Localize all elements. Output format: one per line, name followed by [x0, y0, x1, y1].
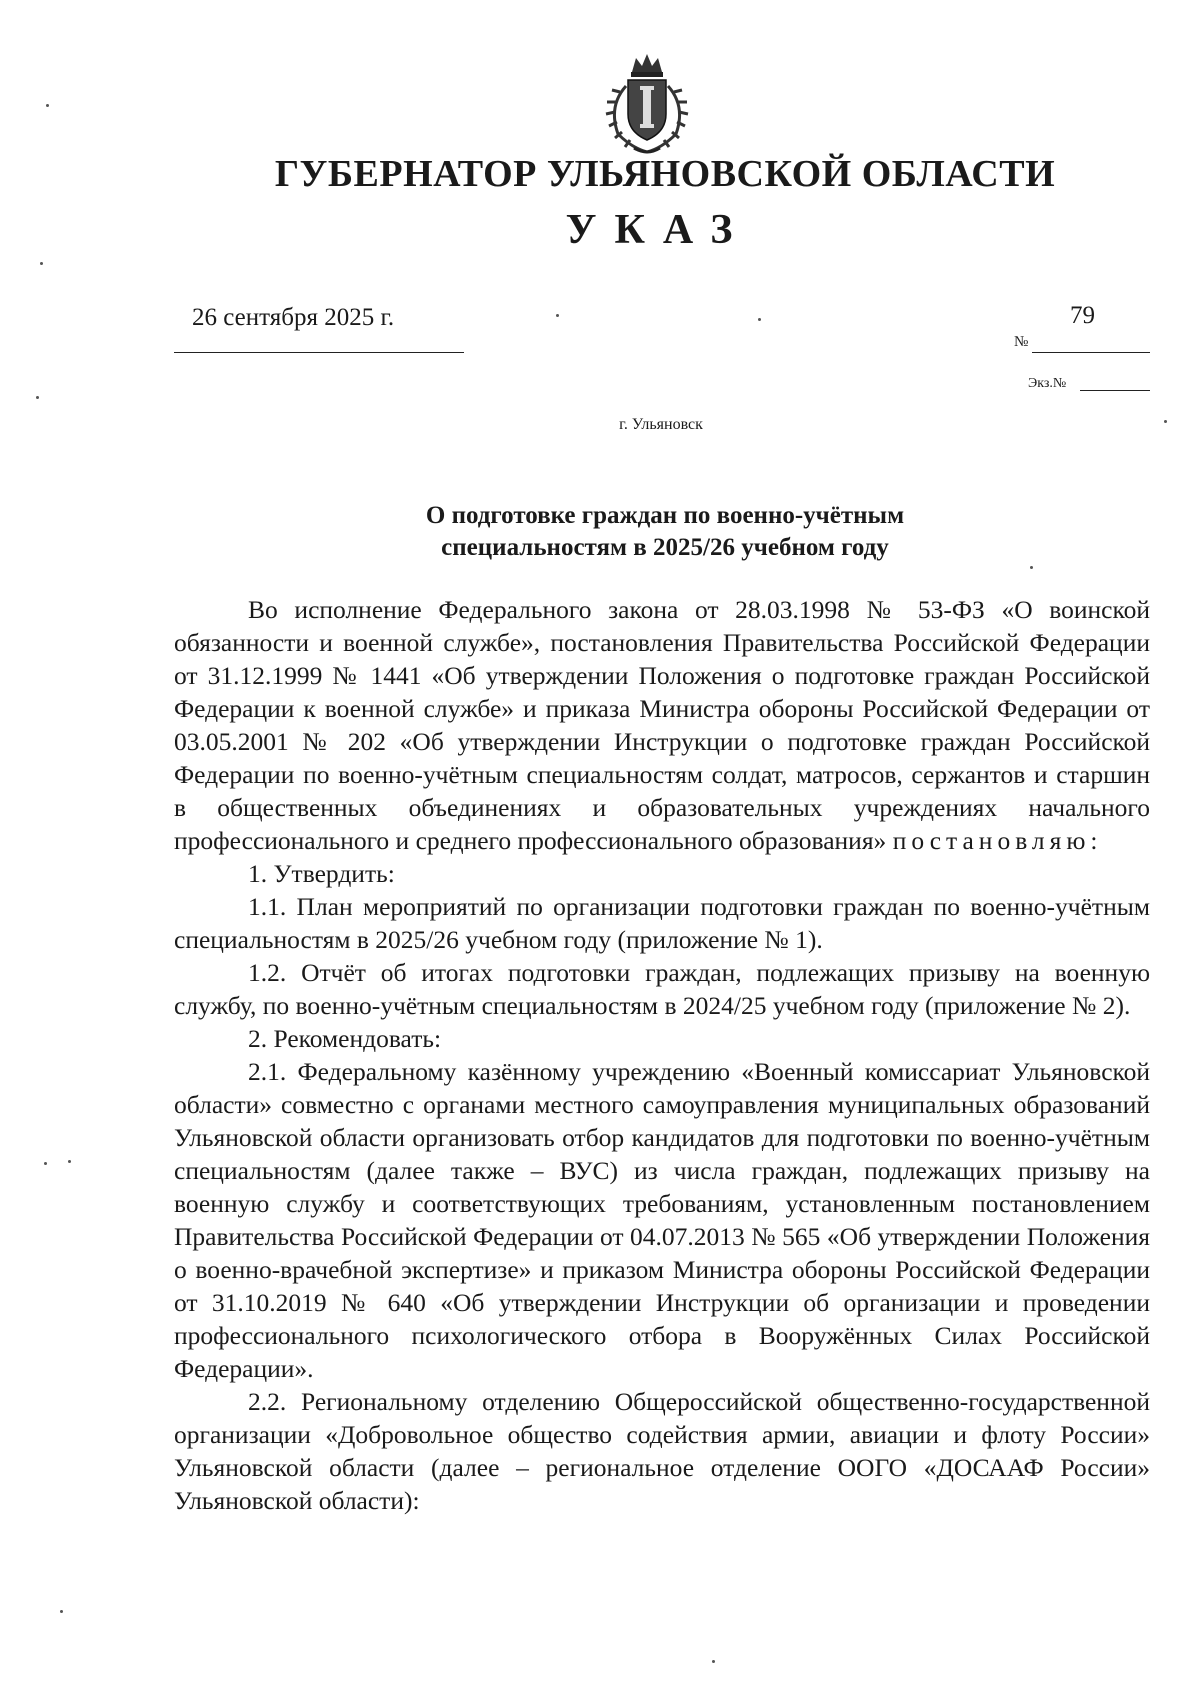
preamble-paragraph: [174, 593, 1150, 857]
subject-line-1: О подготовке граждан по военно-учётным: [425, 502, 905, 529]
scan-speck: [60, 1610, 63, 1613]
paragraph-1: 1. Утвердить:: [248, 859, 395, 888]
paragraph-2: 2. Рекомендовать:: [248, 1024, 442, 1053]
preamble-text: Во исполнение Федерального закона от 28.03.1998 № 53-ФЗ «О воинской обязанности и военной службе», постановления Правительства Российской Федерации от 31.12.1999 № 1441 «Об утверждении Положения о подготовке граждан Российской Федерации к военной службе» и приказа Министра обороны Российской Федерации от 03.05.2001 № 202 «Об утверждении Инструкции о подготовке граждан Российской Федерации по военно-учётным специальностям солдат, матросов, сержантов и старшин в общественных объединениях и образовательных учреждениях начального профессионального и среднего профессионального образования»: [174, 595, 1150, 855]
paragraph-1-1: 1.1. План мероприятий по организации подготовки граждан по военно-учётным специальностям в 2025/26 учебном году (приложение № 1).: [174, 892, 1150, 954]
scan-speck: [68, 1160, 71, 1163]
scan-speck: [44, 1162, 47, 1165]
organization-title: ГУБЕРНАТОР УЛЬЯНОВСКОЙ ОБЛАСТИ: [274, 153, 1056, 195]
paragraph-2-1: 2.1. Федеральному казённому учреждению «Военный комиссариат Ульяновской области» совместно с органами местного самоуправления муниципальных образований Ульяновской области организовать отбор кандидатов для подготовки по военно-учётным специальностям (далее также – ВУС) из числа граждан, подлежащих призыву на военную службу и соответствующих требованиям, установленным постановлением Правительства Российской Федерации от 04.07.2013 № 565 «Об утверждении Положения о военно-врачебной экспертизе» и приказом Министра обороны Российской Федерации от 31.10.2019 № 640 «Об утверждении Инструкции об организации и проведении профессионального психологического отбора в Вооружённых Силах Российской Федерации».: [174, 1057, 1150, 1383]
document-type-title: УКАЗ: [565, 207, 751, 253]
scan-speck: [556, 314, 559, 317]
subject-line-2: специальностям в 2025/26 учебном году: [441, 534, 889, 561]
document-body: [174, 593, 1150, 1517]
scan-speck: [40, 262, 43, 265]
paragraph-2-2: 2.2. Региональному отделению Общероссийской общественно-государственной организации «Добровольное общество содействия армии, авиации и флоту России» Ульяновской области (далее – региональное отделение ООГО «ДОСААФ России» Ульяновской области):: [174, 1387, 1150, 1515]
paragraph-1-2: 1.2. Отчёт об итогах подготовки граждан, подлежащих призыву на военную службу, по военно-учётным специальностям в 2024/25 учебном году (приложение № 2).: [174, 958, 1150, 1020]
document-number: 79: [1070, 302, 1095, 329]
scan-speck: [1164, 420, 1167, 423]
city: г. Ульяновск: [619, 416, 703, 433]
scan-speck: [1030, 566, 1033, 569]
copy-number-label: Экз.№: [1028, 376, 1067, 391]
scan-speck: [46, 104, 49, 107]
document-subject: [0, 500, 1200, 564]
scan-speck: [36, 396, 39, 399]
scan-speck: [712, 1660, 715, 1663]
scan-speck: [758, 318, 761, 321]
coat-of-arms-icon: [598, 52, 696, 158]
document-date: 26 сентября 2025 г.: [192, 304, 395, 331]
copy-number-underline: [1080, 390, 1150, 391]
document-number-label: №: [1014, 334, 1029, 350]
date-underline: [174, 352, 464, 353]
number-underline: [1032, 352, 1150, 353]
decree-word: постановляю:: [892, 826, 1103, 855]
